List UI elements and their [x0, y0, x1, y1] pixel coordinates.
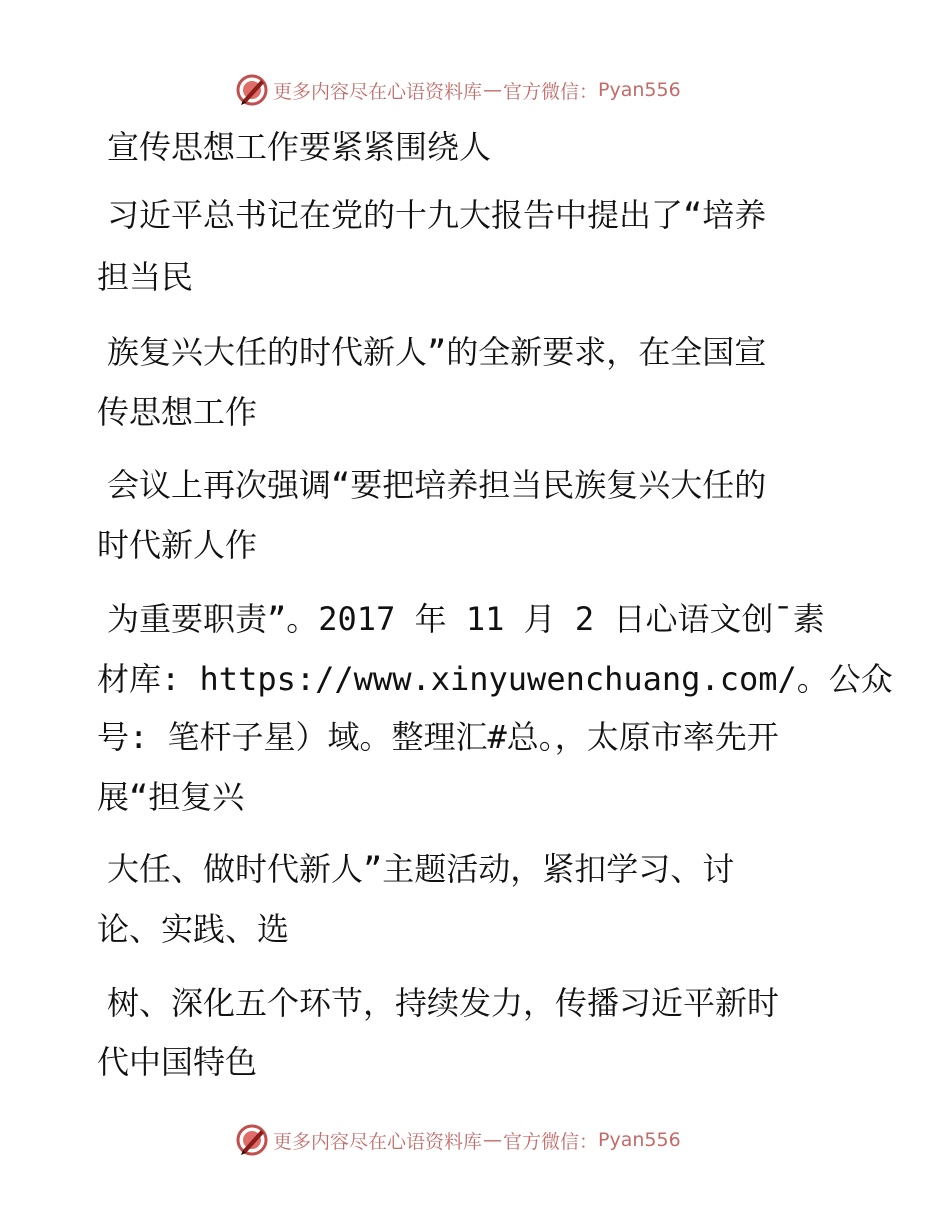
header-banner-content: [235, 70, 681, 110]
footer-dash: —: [483, 1129, 503, 1151]
footer-banner-content: [235, 1120, 681, 1160]
body-line: 时代新人作: [97, 526, 258, 564]
header-dash: —: [483, 79, 503, 101]
header-wechat-id: Pyan556: [598, 79, 681, 101]
body-line: 代中国特色: [97, 1043, 258, 1081]
body-line: 树、深化五个环节，持续发力，传播习近平新时: [107, 984, 780, 1022]
body-line: 习近平总书记在党的十九大报告中提出了“培养: [107, 196, 767, 234]
body-line: 传思想工作: [97, 393, 258, 431]
body-line: 号: 笔杆子星）域。整理汇#总。，太原市率先开: [97, 718, 779, 756]
body-line: 族复兴大任的时代新人”的全新要求，在全国宣: [107, 333, 767, 371]
body-line: 担当民: [97, 258, 194, 296]
body-line: 为重要职责”。2017 年 11 月 2 日心语文创¯素: [107, 600, 825, 638]
body-line: 大任、做时代新人”主题活动，紧扣学习、讨: [107, 850, 735, 888]
pen-seal-icon: [235, 73, 269, 107]
footer-wechat-id: Pyan556: [598, 1129, 681, 1151]
header-wechat-label: 官方微信：: [503, 80, 599, 103]
body-line: 会议上再次强调“要把培养担当民族复兴大任的: [107, 466, 767, 504]
footer-banner: [0, 1120, 950, 1160]
body-line: 材库: https://www.xinyuwenchuang.com/。公众: [97, 660, 893, 698]
header-site-text: 更多内容尽在心语资料库: [273, 80, 483, 103]
pen-seal-icon: [235, 1123, 269, 1157]
header-banner: [0, 70, 950, 110]
body-line: 宣传思想工作要紧紧围绕人: [107, 128, 492, 166]
body-line: 论、实践、选: [97, 910, 290, 948]
footer-wechat-label: 官方微信：: [503, 1130, 599, 1153]
body-line: 展“担复兴: [97, 778, 245, 816]
footer-site-text: 更多内容尽在心语资料库: [273, 1130, 483, 1153]
